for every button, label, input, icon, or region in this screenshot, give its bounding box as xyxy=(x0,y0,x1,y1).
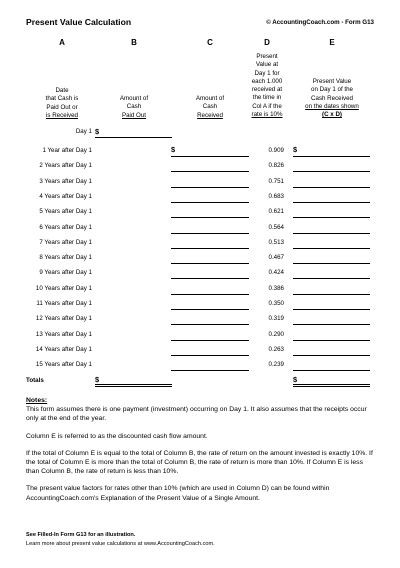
row-present-value-line xyxy=(293,309,370,310)
row-date-label: 8 Years after Day 1 xyxy=(39,254,92,262)
row-cash-received-line xyxy=(171,248,249,249)
row-date-label: 14 Years after Day 1 xyxy=(35,345,92,353)
row-cash-received-line xyxy=(171,278,249,279)
notes-section xyxy=(26,396,376,503)
row-present-value-line xyxy=(293,202,370,203)
row-date-label: 1 Year after Day 1 xyxy=(42,147,92,154)
row-date-label: 13 Years after Day 1 xyxy=(35,330,92,338)
totals-line-b-double xyxy=(95,386,172,387)
column-letter-e: E xyxy=(329,38,335,47)
row-cash-received-line xyxy=(171,294,249,295)
note-rate-of-return: If the total of Column E is equal to the total of Column B, the rate of return on the amount invested is exactly 10%. If the total of Column E is more than the total of Column B, the rate of return is more than 10%. If Column E is less than Column B, the rate of return is less than 10%. xyxy=(26,449,373,476)
row-cash-received-line xyxy=(171,217,249,218)
row-pv-factor: 0.621 xyxy=(268,208,284,216)
totals-label: Totals xyxy=(26,377,44,384)
row-present-value-line xyxy=(293,324,370,325)
row-pv-factor: 0.564 xyxy=(268,223,284,231)
row-cash-received-line xyxy=(171,156,249,157)
note-discounted-cash-flow: Column E is referred to as the discounted cash flow amount. xyxy=(26,432,208,440)
row-present-value-line xyxy=(293,263,370,264)
row-date-label: 15 Years after Day 1 xyxy=(35,361,92,369)
totals-dollar-e: $ xyxy=(293,375,298,384)
row-cash-received-line xyxy=(171,263,249,264)
row-cash-received-line xyxy=(171,187,249,188)
row-cash-received-line xyxy=(171,324,249,325)
row-cash-received-line xyxy=(171,355,249,356)
column-letter-a: A xyxy=(59,38,65,47)
row-present-value-line xyxy=(293,370,370,371)
row-cash-received-line xyxy=(171,233,249,234)
column-letter-d: D xyxy=(264,38,270,47)
row-pv-factor: 0.826 xyxy=(268,162,284,170)
row-pv-factor: 0.386 xyxy=(268,284,284,292)
row-pv-factor: 0.263 xyxy=(268,345,284,353)
row-pv-factor: 0.239 xyxy=(268,361,284,369)
row-date-label: 3 Years after Day 1 xyxy=(39,177,92,185)
row-present-value-line xyxy=(293,156,370,157)
column-d-header: Present Value at Day 1 for each 1.000 received at the time in Col A if the rate is 10% xyxy=(251,53,283,119)
row-pv-factor: 0.751 xyxy=(268,177,284,185)
row-cash-received-line xyxy=(171,171,249,172)
row-date-label: 6 Years after Day 1 xyxy=(39,223,92,231)
notes-heading: Notes: xyxy=(26,397,48,404)
row-cash-received-line xyxy=(171,340,249,341)
row-pv-factor: 0.909 xyxy=(268,147,284,154)
totals-line-e-double xyxy=(293,386,370,387)
row-date-label: 9 Years after Day 1 xyxy=(39,269,92,277)
row-present-value-line xyxy=(293,355,370,356)
row-pv-factor: 0.424 xyxy=(268,269,284,277)
row-pv-factor: 0.290 xyxy=(268,330,284,338)
totals-dollar-b: $ xyxy=(95,375,100,384)
row-date-label: 4 Years after Day 1 xyxy=(39,192,92,200)
row-pv-factor: 0.683 xyxy=(268,192,284,200)
totals-line-e xyxy=(293,384,370,385)
day1-paid-out-line xyxy=(95,137,172,138)
footer-learn-more-link[interactable]: Learn more about present value calculations at www.AccountingCoach.com. xyxy=(26,541,215,548)
row-present-value-line xyxy=(293,278,370,279)
footer xyxy=(26,531,215,550)
row-pv-factor: 0.319 xyxy=(268,315,284,323)
column-b-header: Amount of Cash Paid Out xyxy=(119,95,149,119)
row-date-label: 7 Years after Day 1 xyxy=(39,238,92,246)
row-date-label: 5 Years after Day 1 xyxy=(39,208,92,216)
row-pv-factor: 0.513 xyxy=(268,238,284,246)
first-row-dollar-c: $ xyxy=(171,145,176,154)
row-cash-received-line xyxy=(171,370,249,371)
row-present-value-line xyxy=(293,340,370,341)
row-present-value-line xyxy=(293,171,370,172)
page-title: Present Value Calculation xyxy=(26,17,132,27)
form-id: © AccountingCoach.com - Form G13 xyxy=(266,19,374,26)
row-date-label: 12 Years after Day 1 xyxy=(35,315,92,323)
row-pv-factor: 0.350 xyxy=(268,300,284,307)
day1-label: Day 1 xyxy=(75,128,92,135)
first-row-dollar-e: $ xyxy=(293,145,298,154)
day1-dollar: $ xyxy=(95,127,100,136)
footer-illustration-link[interactable]: See Filled-In Form G13 for an illustration. xyxy=(26,532,136,538)
row-pv-factor: 0.467 xyxy=(268,254,284,262)
row-cash-received-line xyxy=(171,309,249,310)
row-date-label: 11 Years after Day 1 xyxy=(36,300,92,307)
column-letter-b: B xyxy=(131,38,137,47)
column-letter-c: C xyxy=(207,38,213,47)
column-e-header: Present Value on Day 1 of the Cash Received on the dates shown (C x D) xyxy=(305,78,359,119)
row-present-value-line xyxy=(293,187,370,188)
row-present-value-line xyxy=(293,294,370,295)
note-assumption: This form assumes there is one payment (investment) occurring on Day 1. It also assumes that the receipts occur only at the end of the year. xyxy=(26,406,367,423)
row-date-label: 2 Years after Day 1 xyxy=(39,162,92,170)
row-date-label: 10 Years after Day 1 xyxy=(35,284,92,292)
totals-line-b xyxy=(95,384,172,385)
column-a-header: Date that Cash is Paid Out or is Received xyxy=(45,87,79,119)
column-c-header: Amount of Cash Received xyxy=(195,95,225,119)
row-cash-received-line xyxy=(171,202,249,203)
row-present-value-line xyxy=(293,233,370,234)
row-present-value-line xyxy=(293,248,370,249)
note-factors: The present value factors for rates other than 10% (which are used in Column D) can be found within AccountingCoach.com's Explanation of the Present Value of a Single Amount. xyxy=(26,485,330,502)
row-present-value-line xyxy=(293,217,370,218)
